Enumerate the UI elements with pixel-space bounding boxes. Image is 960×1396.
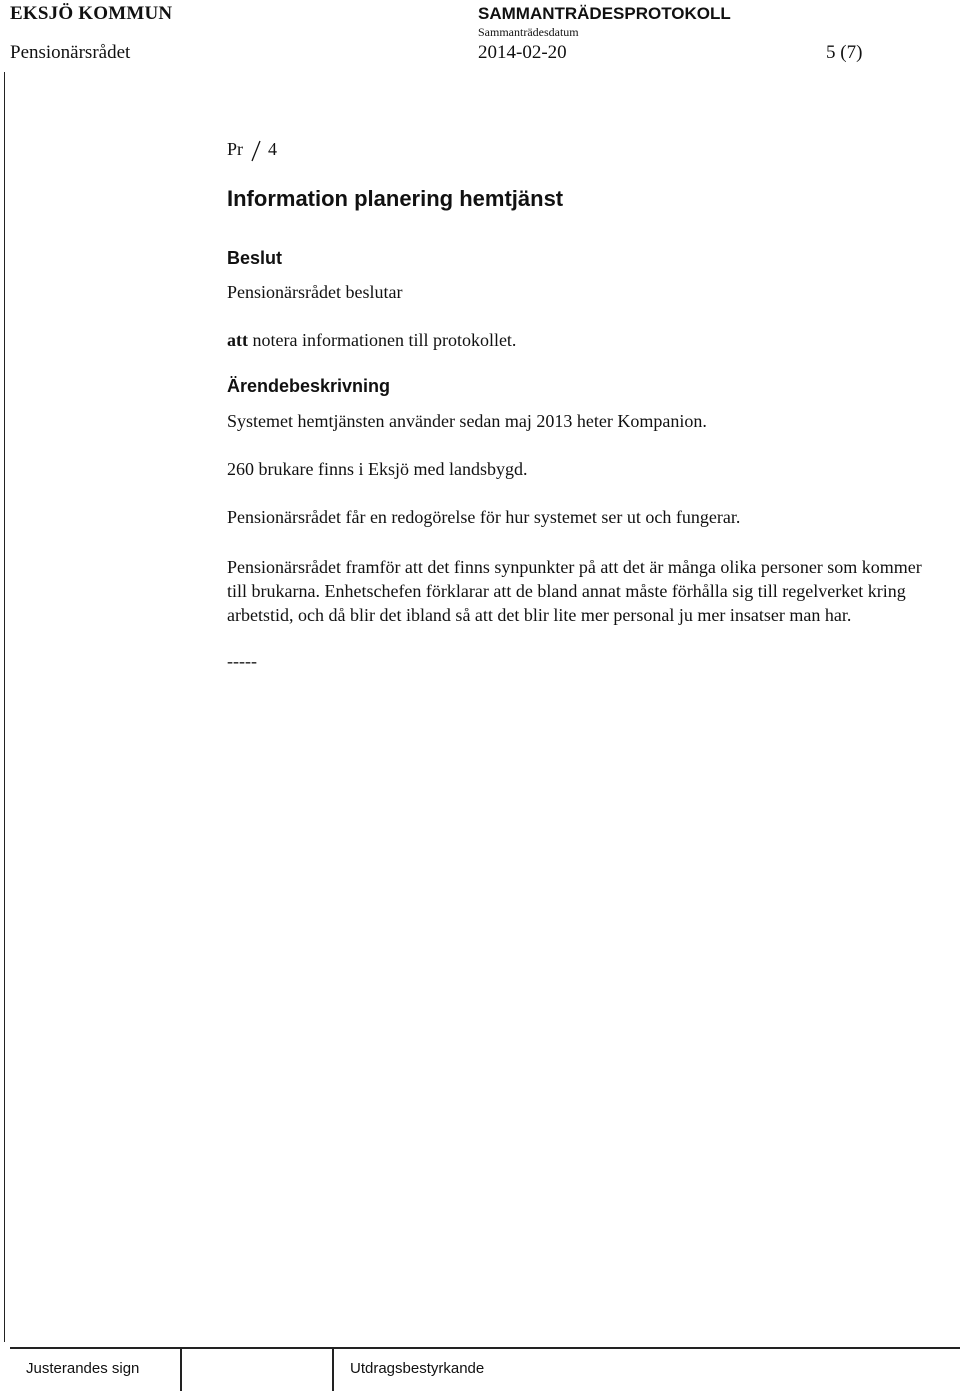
sign-label: Justerandes sign	[26, 1360, 140, 1377]
beslut-text	[227, 330, 516, 351]
page-number: 5 (7)	[826, 42, 863, 63]
left-margin-line	[4, 72, 5, 1342]
paragraph-number	[227, 139, 277, 162]
section-sign-icon	[250, 140, 262, 162]
arende-paragraph-2: 260 brukare finns i Eksjö med landsbygd.	[227, 459, 528, 479]
arende-paragraph-3: Pensionärsrådet får en redogörelse för hur systemet ser ut och fungerar.	[227, 507, 741, 527]
paragraph-prefix: Pr	[227, 139, 244, 159]
section-title: Information planering hemtjänst	[227, 186, 564, 211]
arende-paragraph-1: Systemet hemtjänsten använder sedan maj 2013 heter Kompanion.	[227, 411, 707, 431]
date-label: Sammanträdesdatum	[478, 25, 579, 39]
att-keyword: att	[227, 330, 248, 350]
extract-label: Utdragsbestyrkande	[350, 1360, 485, 1377]
beslut-body: notera informationen till protokollet.	[248, 330, 517, 350]
end-marker: -----	[227, 651, 257, 671]
document-type: SAMMANTRÄDESPROTOKOLL	[478, 4, 731, 23]
arende-paragraph-4: Pensionärsrådet framför att det finns synpunkter på att det är många olika personer som kommer till brukarna. Enhetschefen förklarar att de bland annat måste förhålla sig till regelverket kring arbetstid, och då blir det ibland så att det blir lite mer personal ju mer insatser man har.	[227, 557, 922, 625]
extract-cell	[334, 1349, 960, 1391]
paragraph-digit: 4	[268, 139, 278, 159]
council-name: Pensionärsrådet	[10, 42, 131, 63]
sign-cell	[10, 1349, 180, 1391]
beslut-heading: Beslut	[227, 248, 283, 268]
organization-name: EKSJÖ KOMMUN	[10, 3, 173, 24]
signature-footer	[10, 1347, 960, 1391]
footer-divider	[180, 1349, 182, 1391]
beslut-intro: Pensionärsrådet beslutar	[227, 282, 403, 302]
meeting-date: 2014-02-20	[478, 42, 567, 63]
arende-heading: Ärendebeskrivning	[227, 376, 391, 396]
